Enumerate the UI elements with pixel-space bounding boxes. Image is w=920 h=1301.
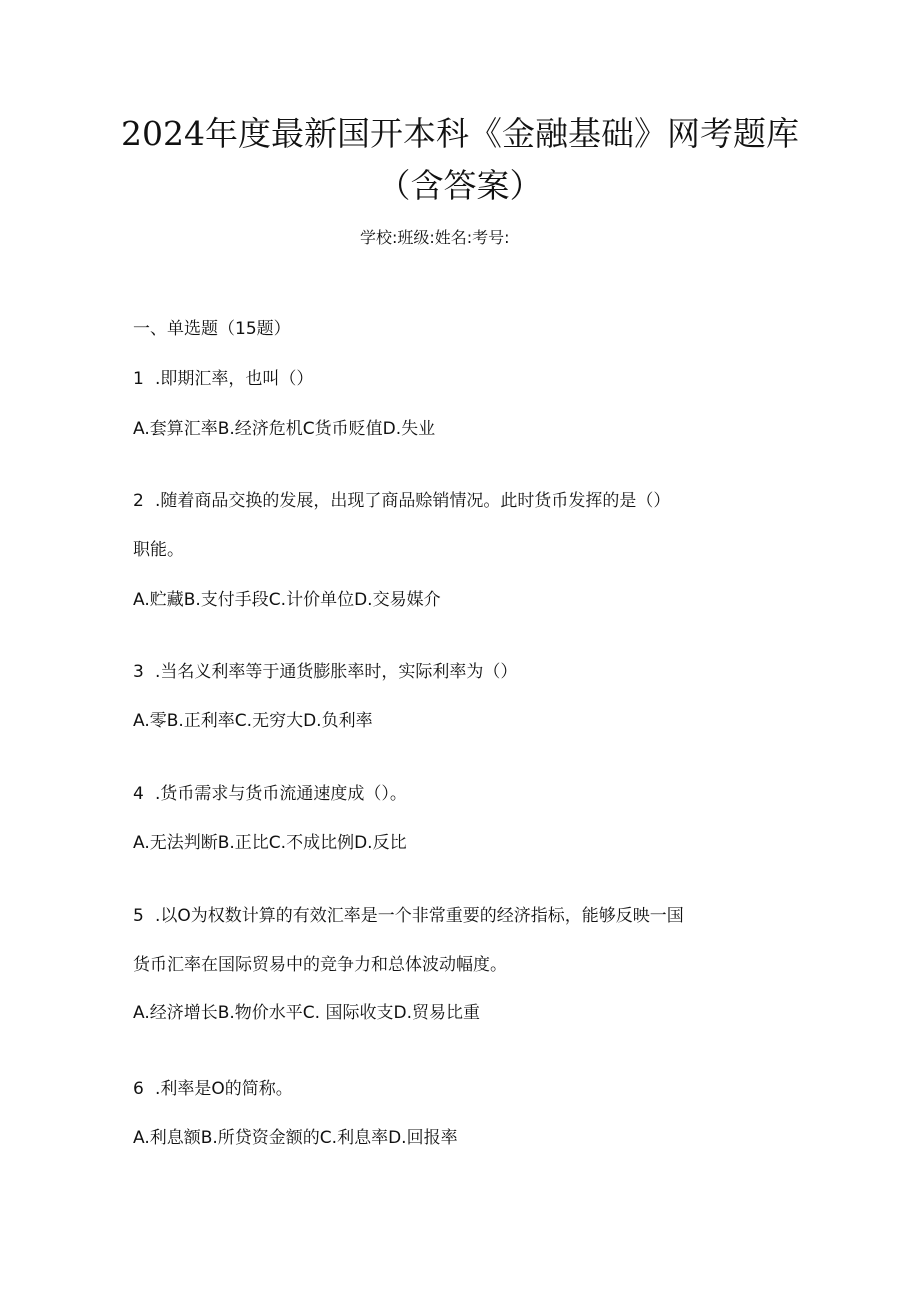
question-5-options: A.经济增长B.物价水平C. 国际收支D.贸易比重 xyxy=(133,1003,480,1023)
question-3-options: A.零B.正利率C.无穷大D.负利率 xyxy=(133,711,373,731)
question-number: 6 xyxy=(133,1079,144,1099)
question-number: 5 xyxy=(133,906,144,926)
question-5 xyxy=(133,903,684,929)
question-stem: .以O为权数计算的有效汇率是一个非常重要的经济指标，能够反映一国 xyxy=(155,906,684,926)
question-6 xyxy=(133,1076,293,1102)
question-4-options: A.无法判断B.正比C.不成比例D.反比 xyxy=(133,833,407,853)
section-heading: 一、单选题（15题） xyxy=(133,319,291,339)
question-stem: .货币需求与货币流通速度成（）。 xyxy=(155,784,407,804)
question-4 xyxy=(133,781,407,807)
document-title-subtitle: （含答案） xyxy=(377,166,543,205)
student-info-line: 学校:班级:姓名:考号: xyxy=(360,228,510,247)
question-2-options: A.贮藏B.支付手段C.计价单位D.交易媒介 xyxy=(133,590,441,610)
question-number: 1 xyxy=(133,369,144,389)
question-number: 2 xyxy=(133,491,144,511)
question-stem: .当名义利率等于通货膨胀率时，实际利率为（） xyxy=(155,662,518,682)
question-number: 4 xyxy=(133,784,144,804)
question-number: 3 xyxy=(133,662,144,682)
question-1 xyxy=(133,366,313,392)
question-3 xyxy=(133,659,517,685)
question-2 xyxy=(133,488,670,514)
question-1-options: A.套算汇率B.经济危机C货币贬值D.失业 xyxy=(133,419,436,439)
question-5-stem-continued: 货币汇率在国际贸易中的竞争力和总体波动幅度。 xyxy=(133,955,507,975)
question-stem: .随着商品交换的发展，出现了商品赊销情况。此时货币发挥的是（） xyxy=(155,491,671,511)
question-2-stem-continued: 职能。 xyxy=(133,540,184,560)
question-stem: .利率是O的简称。 xyxy=(155,1079,293,1099)
question-6-options: A.利息额B.所贷资金额的C.利息率D.回报率 xyxy=(133,1128,458,1148)
question-stem: .即期汇率，也叫（） xyxy=(155,369,314,389)
document-title: 2024年度最新国开本科《金融基础》网考题库 xyxy=(121,114,799,153)
